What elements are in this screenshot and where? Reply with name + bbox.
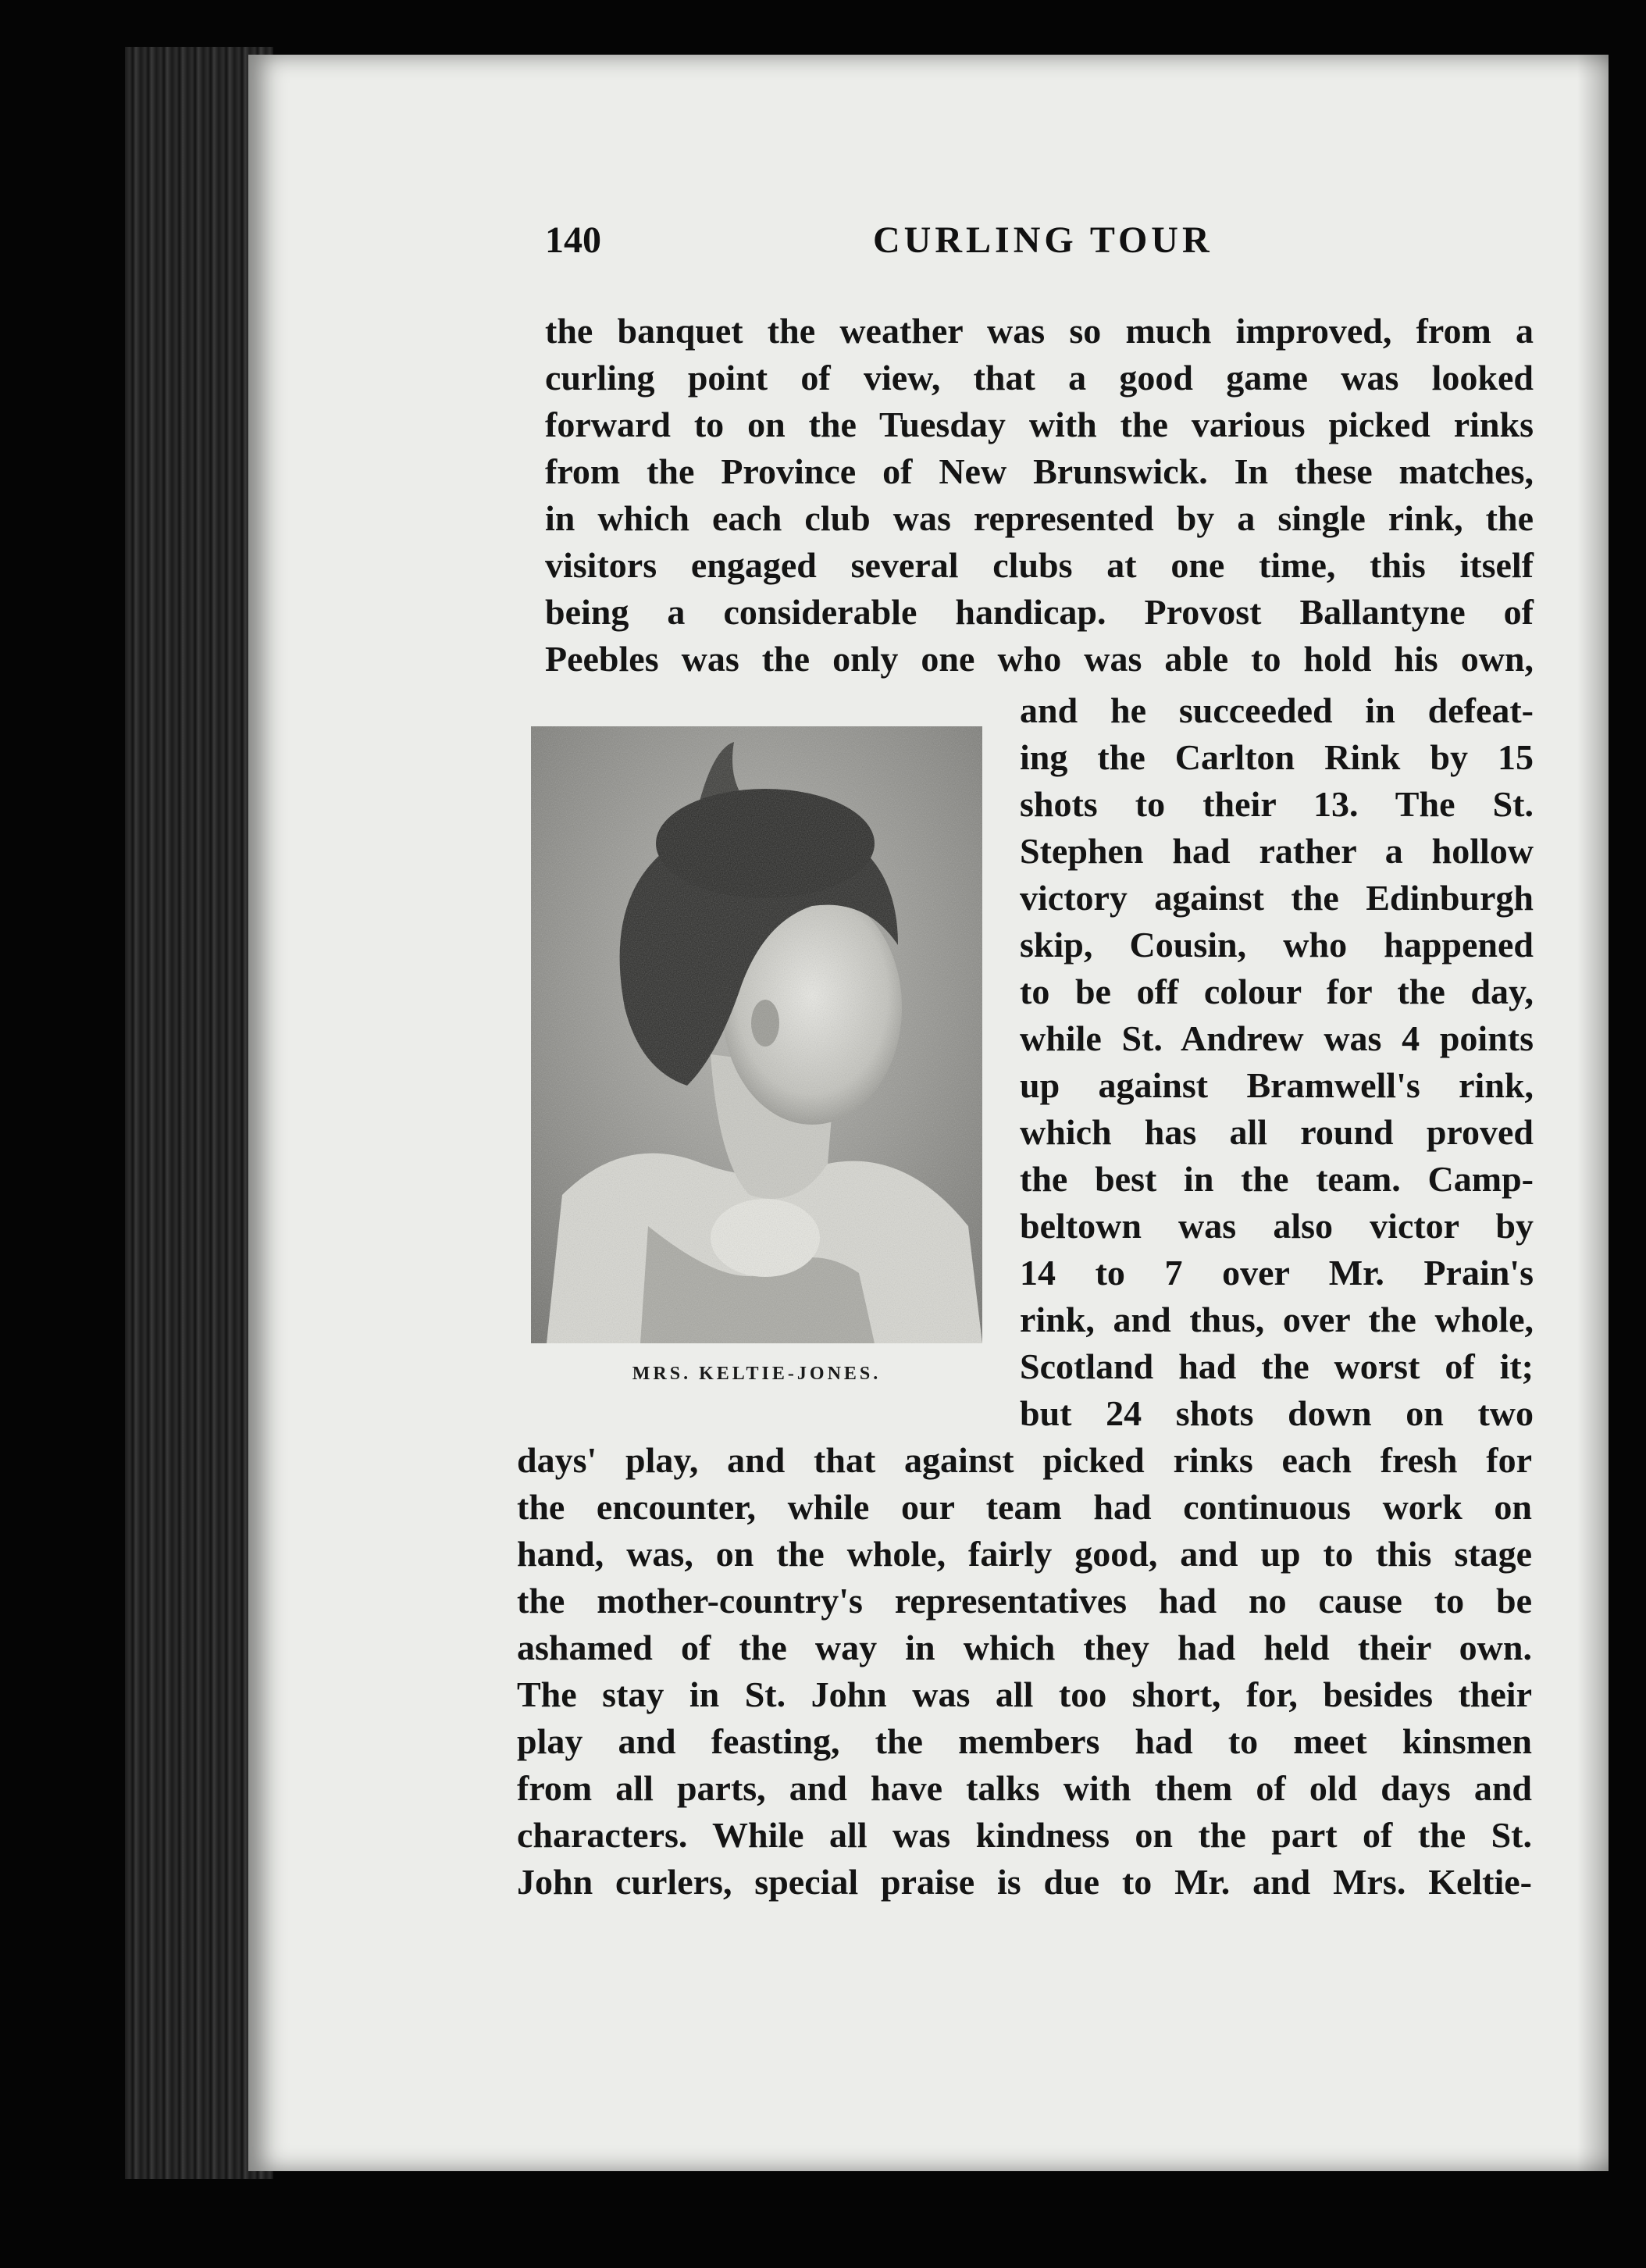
text-line: to be off colour for the day, (1020, 972, 1534, 1011)
text-line: from the Province of New Brunswick. In these matches, (545, 451, 1534, 491)
text-line: ashamed of the way in which they had held their own. (517, 1628, 1532, 1667)
text-line: curling point of view, that a good game was looked (545, 358, 1534, 398)
running-title: CURLING TOUR (873, 219, 1213, 261)
text-line: up against Bramwell's rink, (1020, 1065, 1534, 1105)
text-line: Peebles was the only one who was able to hold his own, (545, 639, 1534, 679)
text-line: forward to on the Tuesday with the various picked rinks (545, 405, 1534, 444)
text-line: victory against the Edinburgh (1020, 878, 1534, 918)
text-line: in which each club was represented by a single rink, the (545, 498, 1534, 538)
text-line: 14 to 7 over Mr. Prain's (1020, 1253, 1534, 1293)
page-shadow (1577, 55, 1609, 2171)
text-line: hand, was, on the whole, fairly good, and up to this stage (517, 1534, 1532, 1574)
text-line: from all parts, and have talks with them of old days and (517, 1768, 1532, 1808)
portrait-photo (531, 726, 982, 1343)
text-line: being a considerable handicap. Provost Ballantyne of (545, 592, 1534, 632)
text-line: the banquet the weather was so much improved, from a (545, 311, 1534, 351)
text-line: The stay in St. John was all too short, for, besides their (517, 1674, 1532, 1714)
text-line: rink, and thus, over the whole, (1020, 1300, 1534, 1339)
text-line: the best in the team. Camp- (1020, 1159, 1534, 1199)
text-line: skip, Cousin, who happened (1020, 925, 1534, 965)
text-line: which has all round proved (1020, 1112, 1534, 1152)
text-line: while St. Andrew was 4 points (1020, 1018, 1534, 1058)
text-line: days' play, and that against picked rinks each fresh for (517, 1440, 1532, 1480)
text-line: beltown was also victor by (1020, 1206, 1534, 1246)
text-line: and he succeeded in defeat- (1020, 690, 1534, 730)
text-line: play and feasting, the members had to meet kinsmen (517, 1721, 1532, 1761)
portrait-caption: MRS. KELTIE-JONES. (632, 1364, 882, 1384)
text-line: shots to their 13. The St. (1020, 784, 1534, 824)
running-head (545, 219, 1541, 281)
text-line: characters. While all was kindness on the part of the St. (517, 1815, 1532, 1855)
text-line: Stephen had rather a hollow (1020, 831, 1534, 871)
text-line: visitors engaged several clubs at one time, this itself (545, 545, 1534, 585)
text-line: ing the Carlton Rink by 15 (1020, 737, 1534, 777)
text-line: John curlers, special praise is due to Mr. and Mrs. Keltie- (517, 1862, 1532, 1902)
page-number: 140 (545, 219, 601, 261)
text-line: the mother-country's representatives had no cause to be (517, 1581, 1532, 1621)
text-line: the encounter, while our team had continuous work on (517, 1487, 1532, 1527)
text-line: Scotland had the worst of it; (1020, 1346, 1534, 1386)
text-line: but 24 shots down on two (1020, 1393, 1534, 1433)
